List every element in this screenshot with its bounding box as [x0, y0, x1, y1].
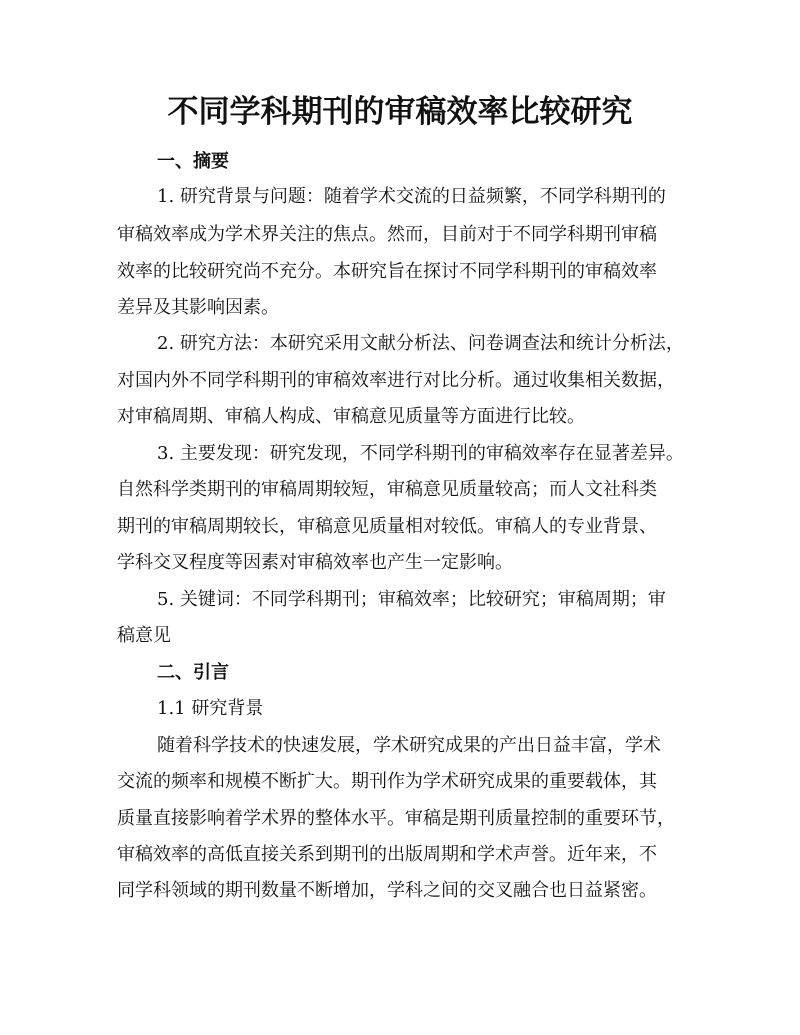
paragraph-line: 学科交叉程度等因素对审稿效率也产生一定影响。 — [117, 552, 513, 573]
paragraph-line: 效率的比较研究尚不充分。本研究旨在探讨不同学科期刊的审稿效率 — [117, 261, 657, 282]
paragraph-line: 3. 主要发现：研究发现，不同学科期刊的审稿效率存在显著差异。 — [157, 443, 684, 464]
paragraph-line: 对国内外不同学科期刊的审稿效率进行对比分析。通过收集相关数据， — [117, 370, 675, 391]
subsection-heading: 1.1 研究背景 — [157, 698, 264, 719]
paragraph-line: 2. 研究方法：本研究采用文献分析法、问卷调查法和统计分析法， — [157, 333, 684, 354]
paragraph-line: 随着科学技术的快速发展，学术研究成果的产出日益丰富，学术 — [157, 735, 661, 756]
paragraph-line: 差异及其影响因素。 — [117, 297, 279, 318]
paragraph-line: 质量直接影响着学术界的整体水平。审稿是期刊质量控制的重要环节， — [117, 808, 675, 829]
paragraph-line: 自然科学类期刊的审稿周期较短，审稿意见质量较高；而人文社科类 — [117, 479, 657, 500]
paragraph-line: 期刊的审稿周期较长，审稿意见质量相对较低。审稿人的专业背景、 — [117, 516, 657, 537]
paragraph-line: 1. 研究背景与问题：随着学术交流的日益频繁，不同学科期刊的 — [157, 186, 666, 207]
keywords-line: 5. 关键词：不同学科期刊；审稿效率；比较研究；审稿周期；审 — [157, 589, 666, 610]
paragraph-line: 交流的频率和规模不断扩大。期刊作为学术研究成果的重要载体，其 — [117, 771, 657, 792]
section-heading-abstract: 一、摘要 — [157, 151, 229, 172]
document-title: 不同学科期刊的审稿效率比较研究 — [167, 94, 633, 130]
section-heading-intro: 二、引言 — [157, 662, 229, 683]
keywords-line: 稿意见 — [117, 625, 171, 646]
paragraph-line: 审稿效率的高低直接关系到期刊的出版周期和学术声誉。近年来，不 — [117, 844, 657, 865]
paragraph-line: 审稿效率成为学术界关注的焦点。然而，目前对于不同学科期刊审稿 — [117, 224, 657, 245]
paragraph-line: 同学科领域的期刊数量不断增加，学科之间的交叉融合也日益紧密。 — [117, 880, 657, 901]
paragraph-line: 对审稿周期、审稿人构成、审稿意见质量等方面进行比较。 — [117, 406, 585, 427]
